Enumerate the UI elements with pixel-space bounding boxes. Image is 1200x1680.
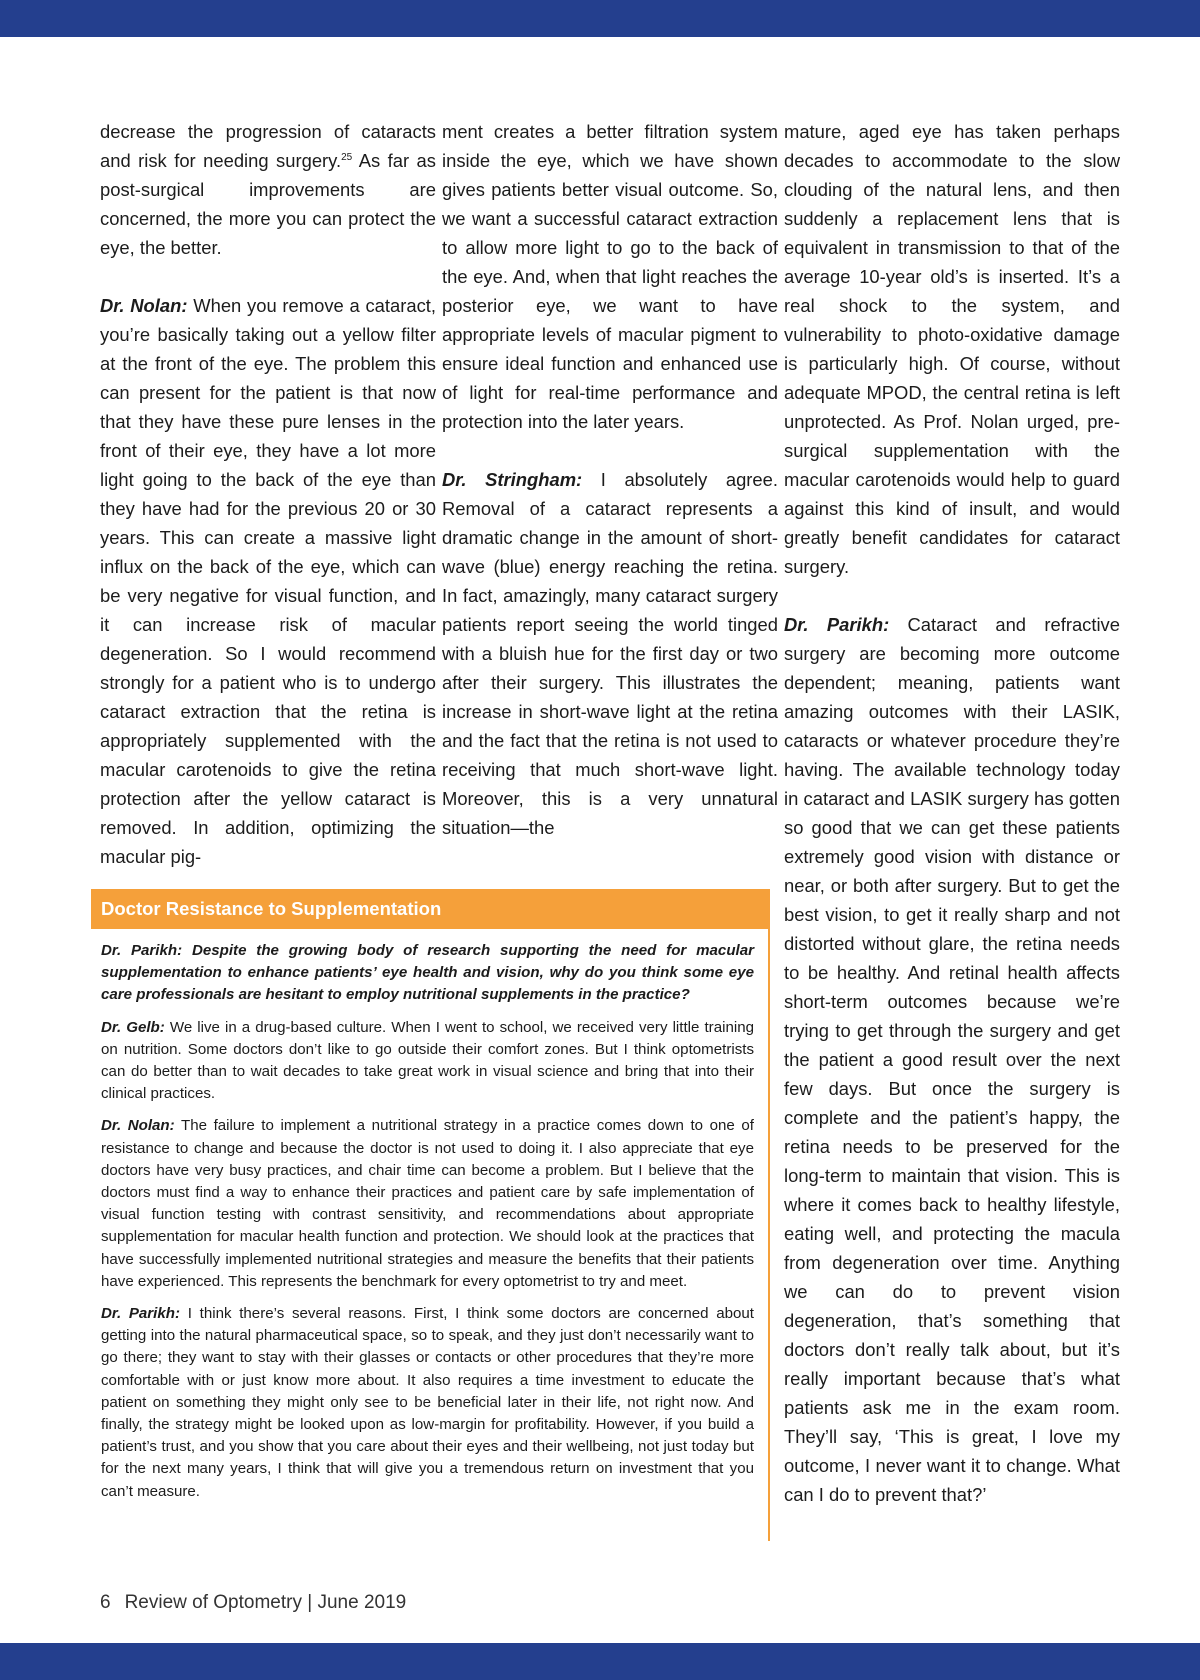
sidebar-answer: Dr. Parikh: I think there’s several reasons. First, I think some doctors are concerned about getting into the natural pharmaceutical space, so to speak, and they just don’t necessarily want to go there; they want to stay with their glasses or contacts or other procedures that they’re more comfortable with or just know more about. It also requires a time investment to educate the patient on something they might only see to be beneficial later in their life, not right now. And finally, the strategy might be looked upon as low-margin for profitability. However, if you build a patient’s trust, and you show that you care about their eyes and their wellbeing, not just today but for the next many years, I think that will give you a tremendous return on investment that you can’t measure. xyxy=(101,1305,754,1500)
citation-superscript: 25 xyxy=(341,151,353,163)
page-footer xyxy=(100,1592,406,1614)
speaker-name: Dr. Nolan: xyxy=(100,295,188,316)
paragraph: Dr. Stringham: I absolutely agree. Removal of a cataract represents a dramatic change in the amount of short-wave (blue) energy reaching the retina. In fact, amazingly, many cataract surgery patients report seeing the world tinged with a bluish hue for the first day or two after their surgery. This illustrates the increase in short-wave light at the retina and the fact that the retina is not used to receiving that much short-wave light. Moreover, this is a very unnatural situation—the xyxy=(442,469,778,838)
paragraph: ment creates a better filtration system inside the eye, which we have shown gives patients better visual outcome. So, we want a successful cataract extraction to allow more light to go to the back of the eye. And, when that light reaches the posterior eye, we want to have appropriate levels of macular pigment to ensure ideal function and enhanced use of light for real-time performance and protection into the later years. xyxy=(442,121,778,432)
page-number: 6 xyxy=(100,1592,111,1613)
speaker-name: Dr. Gelb: xyxy=(101,1018,165,1036)
sidebar-answer: Dr. Nolan: The failure to implement a nutritional strategy in a practice comes down to one of resistance to change and because the doctor is not used to doing it. I also appreciate that eye doctors have very busy practices, and chair time can become a problem. But I believe that the doctors must find a way to enhance their practices and patient care by safe implementation of visual function testing with contrast sensitivity, and recommendations about appropriate supplementation for macular health function and protection. We should look at the practices that have successfully implemented nutritional strategies and measure the benefits that their patients have experienced. This represents the benchmark for every optometrist to try and meet. xyxy=(101,1117,754,1290)
sidebar-body xyxy=(91,929,768,1503)
publication-line: Review of Optometry | June 2019 xyxy=(124,1592,407,1613)
paragraph: Dr. Parikh: Cataract and refractive surgery are becoming more outcome dependent; meaning, patients want amazing outcomes with their LASIK, cataracts or whatever procedure they’re having. The available technology today in cataract and LASIK surgery has gotten so good that we can get these patients extremely good vision with distance or near, or both after surgery. But to get the best vision, to get it really sharp and not distorted without glare, the retina needs to be healthy. And retinal health affects short-term outcomes because we’re trying to get through the surgery and get the patient a good result over the next few days. But once the surgery is complete and the patient’s happy, the retina needs to be preserved for the long-term to maintain that vision. This is where it comes back to healthy lifestyle, eating well, and protecting the macula from degeneration over time. Anything we can do to prevent vision degeneration, that’s something that doctors don’t really talk about, but it’s really important because that’s what patients ask me in the exam room. They’ll say, ‘This is great, I love my outcome, I never want it to change. What can I do to prevent that?’ xyxy=(784,614,1120,1505)
paragraph: decrease the progression of cataracts and risk for needing surgery.$^{25}$ As far as post-surgical improvements are concerned, the more you can protect the eye, the better. xyxy=(100,121,436,258)
sidebar-title: Doctor Resistance to Supplementation xyxy=(91,889,768,929)
speaker-name: Dr. Nolan: xyxy=(101,1117,175,1135)
sidebar-answer: Dr. Gelb: We live in a drug-based culture. When I went to school, we received very little training on nutrition. Some doctors don’t like to go outside their comfort zones. But I think optometrists can do better than to wait decades to take great work in visual science and bring that into their clinical practices. xyxy=(101,1018,754,1103)
paragraph: mature, aged eye has taken perhaps decades to accommodate to the slow clouding of the natural lens, and then suddenly a replacement lens that is equivalent in transmission to that of the average 10-year old’s is inserted. It’s a real shock to the system, and vulnerability to photo-oxidative damage is particularly high. Of course, without adequate MPOD, the central retina is left unprotected. As Prof. Nolan urged, pre-surgical supplementation with the macular carotenoids would help to guard against this kind of insult, and would greatly benefit candidates for cataract surgery. xyxy=(784,121,1120,577)
speaker-name: Dr. Parikh: xyxy=(784,614,890,635)
column-2 xyxy=(442,117,778,842)
header-bar xyxy=(0,0,1200,37)
paragraph: Dr. Nolan: When you remove a cataract, you’re basically taking out a yellow filter at the front of the eye. The problem this can present for the patient is that now that they have these pure lenses in the front of their eye, they have a lot more light going to the back of the eye than they have had for the previous 20 or 30 years. This can create a massive light influx on the back of the eye, which can be very negative for visual function, and it can increase risk of macular degeneration. So I would recommend strongly for a patient who is to undergo cataract extraction that the retina is appropriately supplemented with the macular carotenoids to give the retina protection after the yellow cataract is removed. In addition, optimizing the macular pig- xyxy=(100,295,436,867)
sidebar-question: Dr. Parikh: Despite the growing body of research supporting the need for macular supplementation to enhance patients’ eye health and vision, why do you think some eye care professionals are hesitant to employ nutritional supplements in the practice? xyxy=(101,942,754,1004)
column-3 xyxy=(784,117,1120,1509)
speaker-name: Dr. Stringham: xyxy=(442,469,583,490)
footer-bar xyxy=(0,1643,1200,1680)
speaker-name: Dr. Parikh: xyxy=(101,1305,181,1323)
sidebar-box xyxy=(91,889,770,1541)
column-1 xyxy=(100,117,436,871)
